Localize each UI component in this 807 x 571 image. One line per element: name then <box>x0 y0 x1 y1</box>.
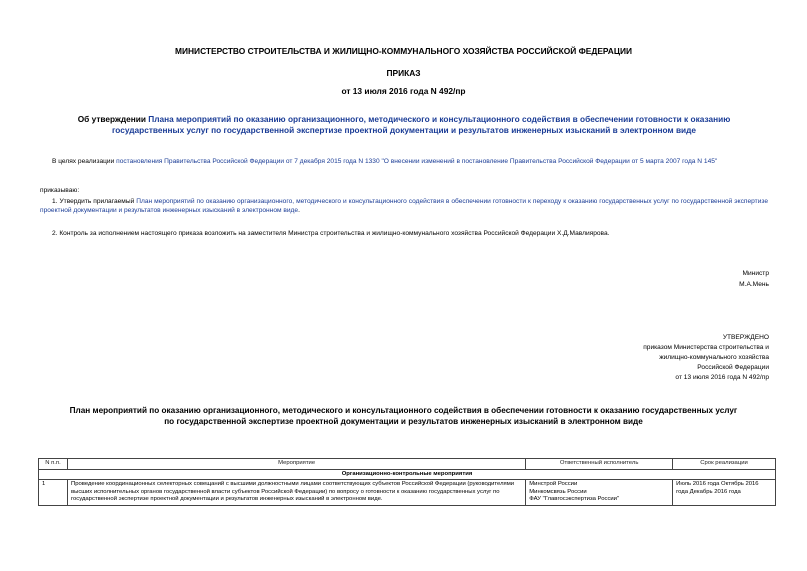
header-activity: Мероприятие <box>67 459 525 470</box>
approval-heading: УТВЕРЖДЕНО <box>722 334 769 341</box>
order-word: приказываю: <box>40 187 80 194</box>
order-item-1 <box>40 197 768 215</box>
document-date-number: от 13 июля 2016 года N 492/пр <box>341 86 466 96</box>
header-deadline: Срок реализации <box>673 459 776 470</box>
plan-table <box>38 458 776 506</box>
plan-title-link[interactable]: Плана мероприятий по оказанию организационного, методического и консультационного содействия в обеспечении готовности к оказанию государственных услуг по государственной экспертизе проектной документации и результатов инженерных изысканий в электронном виде <box>111 114 731 136</box>
approval-line-1: приказом Министерства строительства и <box>643 344 769 351</box>
approval-line-4: от 13 июля 2016 года N 492/пр <box>675 374 769 381</box>
row-number: 1 <box>39 480 68 506</box>
title-prefix: Об утверждении <box>77 114 149 124</box>
approved-plan-link[interactable]: План мероприятий по оказанию организационного, методического и консультационного содействия в обеспечении готовности к переходу к оказанию государственных услуг по государственной экспертизе проектной документации и результатов инженерных изысканий в электронном виде <box>40 198 768 215</box>
row-activity: Проведение координационных селекторных совещаний с высшими должностными лицами соответствующих субъектов Российской Федерации (руководителями высших исполнительных органов государственной власти субъектов Российской Федерации) по вопросу о готовности к оказанию государственных услуг по государственной экспертизе проектной документации и результатов инженерных изысканий в электронном виде. <box>67 480 525 506</box>
document-type: ПРИКАЗ <box>386 68 421 78</box>
preamble-paragraph <box>40 157 770 166</box>
signature-name: М.А.Мень <box>739 281 769 288</box>
deadline-line-2: года Декабрь 2016 года <box>676 488 741 495</box>
table-section-row <box>39 469 776 480</box>
plan-title-line-1: План мероприятий по оказанию организационного, методического и консультационного содействия в обеспечении готовности к оказанию государственных услуг <box>69 406 738 415</box>
table-row <box>39 480 776 506</box>
item-1-prefix: 1. Утвердить прилагаемый <box>52 198 137 205</box>
responsible-2: Минкомсвязь России <box>529 488 587 495</box>
item-1-suffix: . <box>298 207 300 215</box>
header-responsible: Ответственный исполнитель <box>526 459 673 470</box>
signature-position: Министр <box>742 270 769 277</box>
ministry-heading: МИНИСТЕРСТВО СТРОИТЕЛЬСТВА И ЖИЛИЩНО-КОММУНАЛЬНОГО ХОЗЯЙСТВА РОССИЙСКОЙ ФЕДЕРАЦИИ <box>175 46 632 56</box>
preamble-prefix: В целях реализации <box>52 158 117 165</box>
section-title: Организационно-контрольные мероприятия <box>39 469 776 480</box>
responsible-1: Минстрой России <box>529 481 578 488</box>
deadline-line-1: Июль 2016 года Октябрь 2016 <box>676 481 759 488</box>
header-number: N п.п. <box>39 459 68 470</box>
document-title <box>48 114 760 136</box>
government-decree-link[interactable]: постановления Правительства Российской Федерации от 7 декабря 2015 года N 1330 "О внесении изменений в постановление Правительства Российской Федерации от 5 марта 2007 года N 145" <box>116 158 718 165</box>
order-item-2: 2. Контроль за исполнением настоящего приказа возложить на заместителя Министра строительства и жилищно-коммунального хозяйства Российской Федерации Х.Д.Мавлиярова. <box>52 230 610 237</box>
plan-title-line-2: по государственной экспертизе проектной документации и результатов инженерных изысканий в электронном виде <box>164 417 643 426</box>
table-header-row <box>39 459 776 470</box>
row-deadline <box>673 480 776 506</box>
approval-line-2: жилищно-коммунального хозяйства <box>659 354 769 361</box>
approval-line-3: Российской Федерации <box>697 364 769 371</box>
row-responsible <box>526 480 673 506</box>
responsible-3: ФАУ "Главгосэкспертиза России" <box>529 496 620 503</box>
